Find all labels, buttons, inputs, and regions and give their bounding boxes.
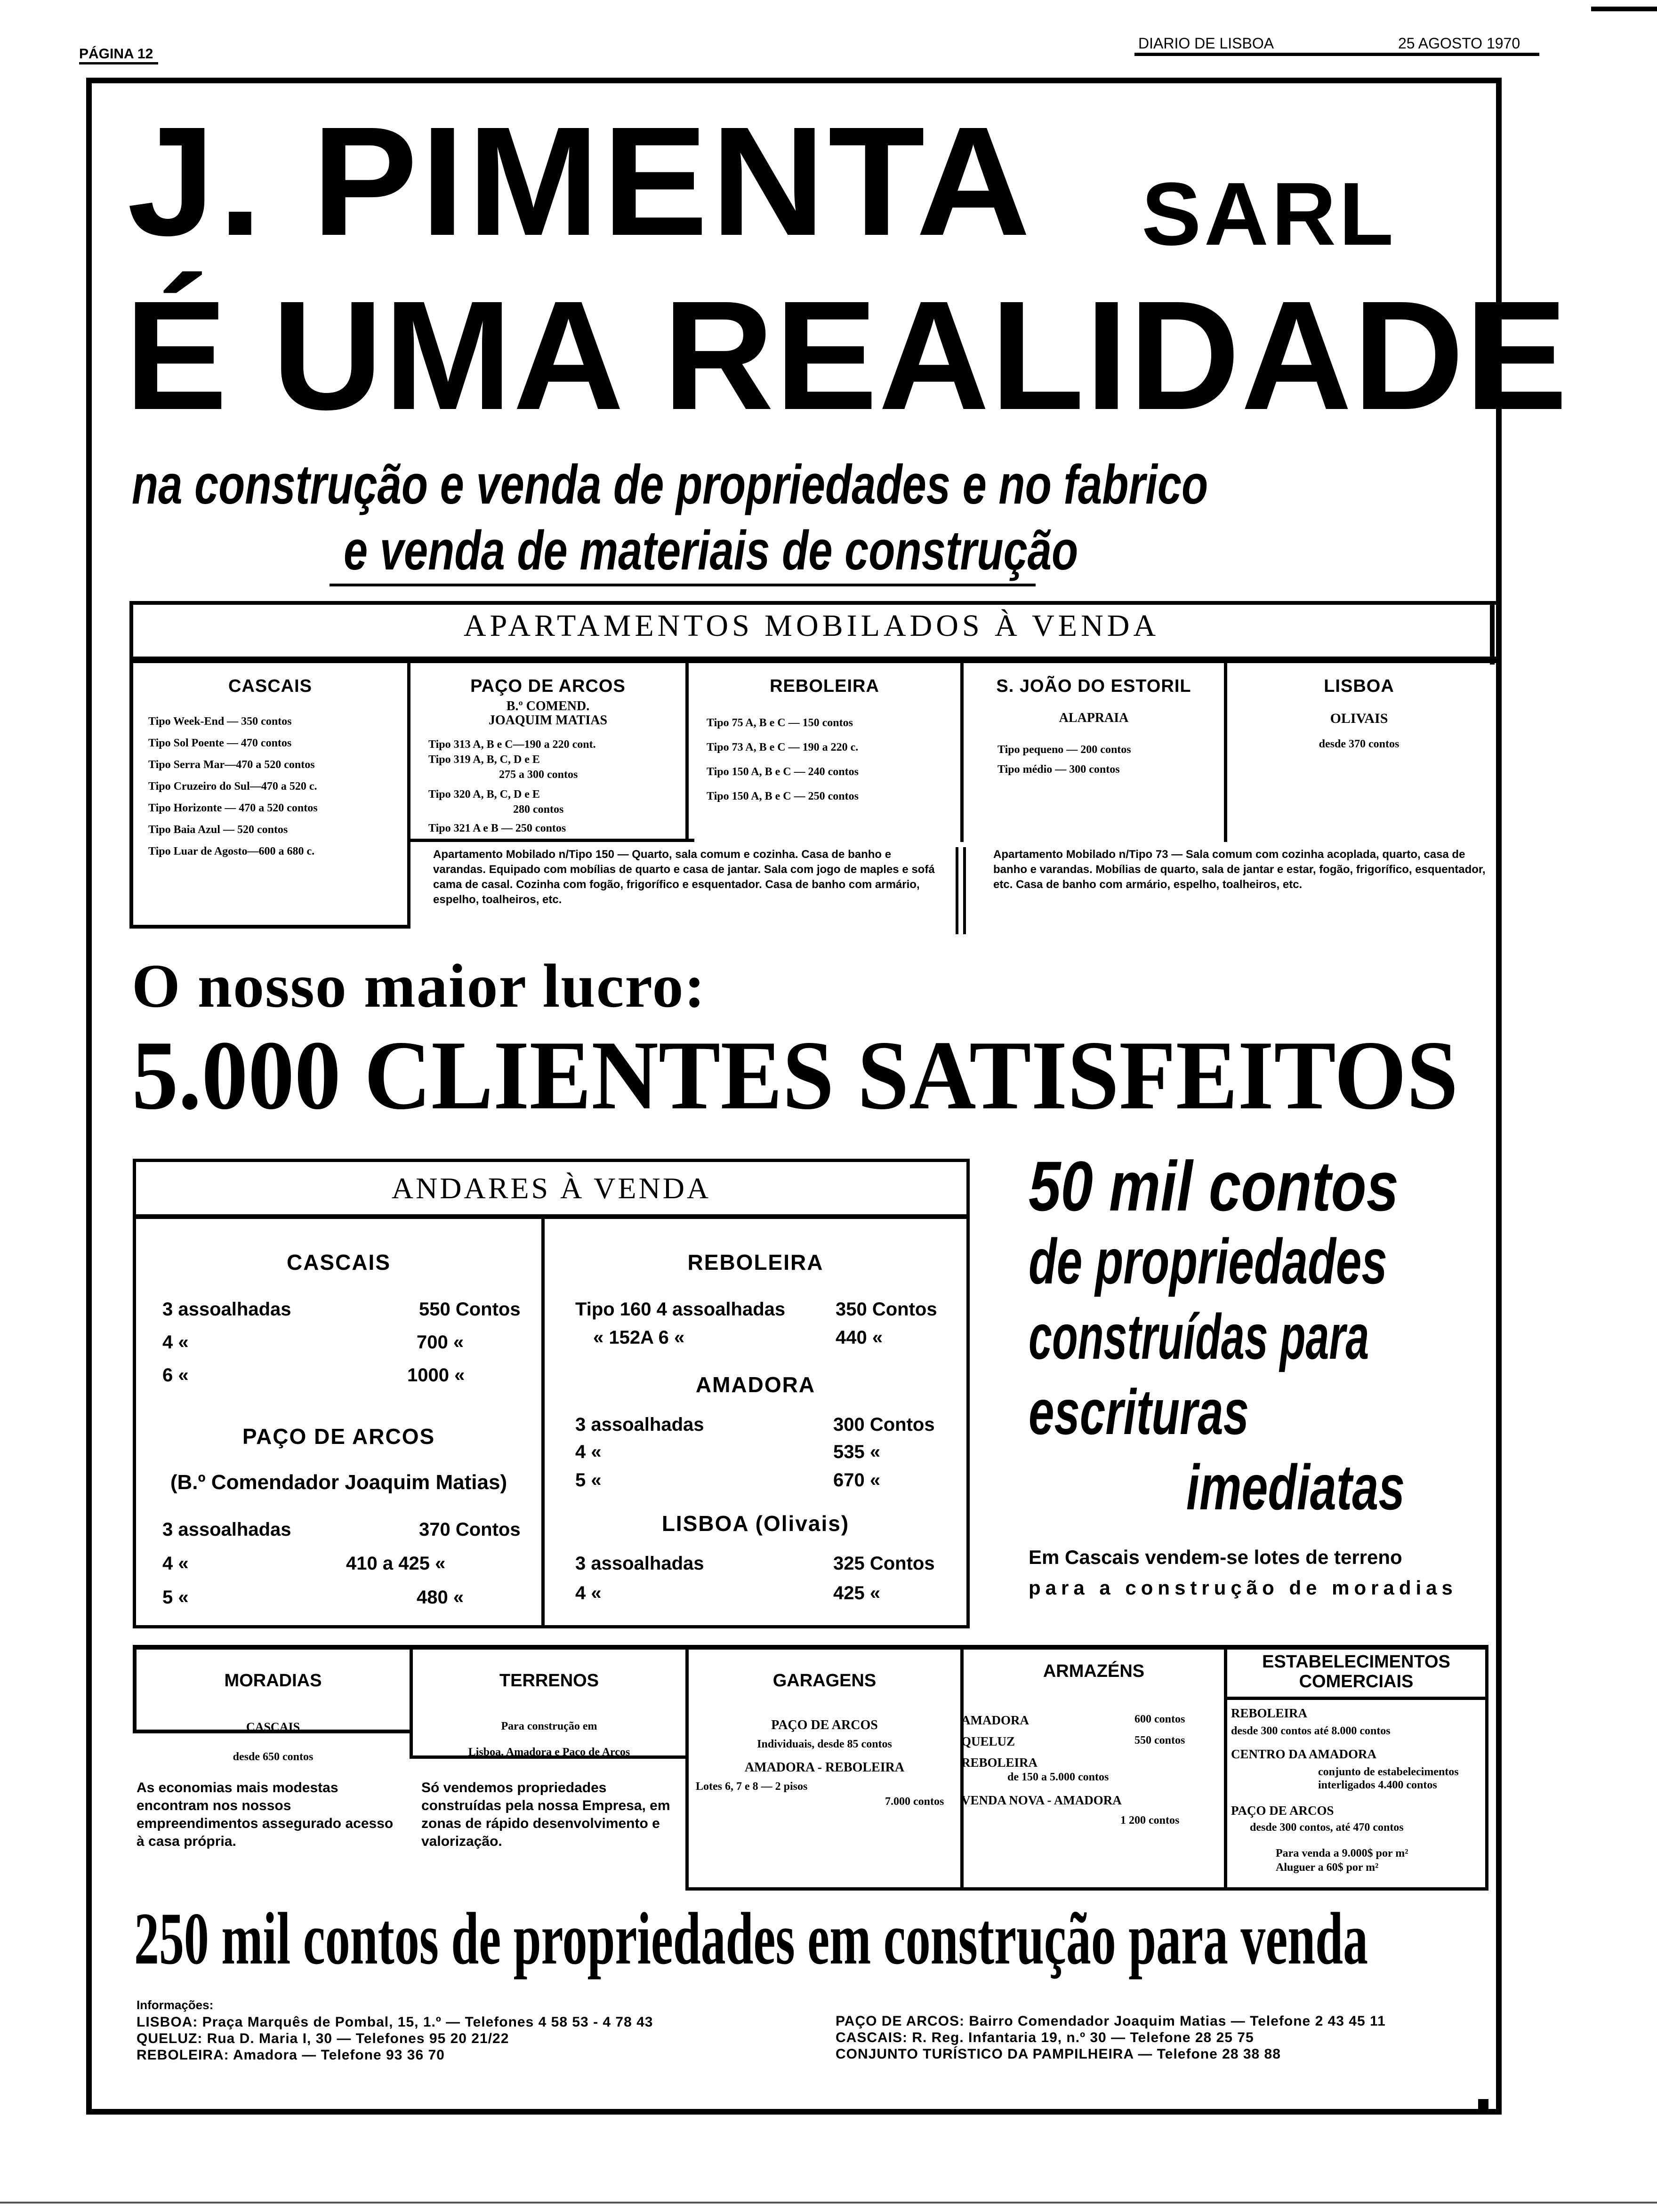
apartamentos-paco [410,663,685,836]
moradias-desc: As economias mais modestas encontram nos nossos empreendimentos assegurado acesso à casa própria. [137,1780,394,1849]
apartamentos-estoril [964,663,1224,779]
andares-cascais-price: 550 Contos [419,1299,521,1320]
page-bottom-edge [0,2202,1657,2204]
bottom-sep-2 [685,1645,689,1890]
andares-paco-price: 370 Contos [419,1519,521,1540]
lisboa-title: LISBOA [1324,676,1394,696]
promo-lotes-1: Em Cascais vendem-se lotes de terreno [1029,1546,1402,1568]
desc-tipo-150: Apartamento Mobilado n/Tipo 150 — Quarto, sala comum e cozinha. Casa de banho e varandas. Equipado com mobílias de quarto e casa de jantar. Sala com jogo de maples e sofá cama de casal. Cozinha com fogão, frigorífico e esquentador. Casa de banho com armário, espelho, toalheiros, etc. [433,848,935,906]
paco-item: 275 a 300 contos [499,769,578,781]
andares-amadora-row: 3 assoalhadas [575,1414,704,1435]
armazens-row: VENDA NOVA - AMADORA [961,1793,1122,1807]
subtitle-line-2: e venda de materiais de construção [344,520,1078,582]
reboleira-item: Tipo 75 A, B e C — 150 contos [707,717,853,729]
andares-paco-price: 410 a 425 « [346,1553,446,1574]
cascais-bottom-rule [129,925,410,929]
desc-sep-left [956,847,958,934]
cascais-item: Tipo Baia Azul — 520 contos [148,824,288,836]
footer-info-label: Informações: [137,1998,214,2012]
apartamentos-title: APARTAMENTOS MOBILADOS À VENDA [463,609,1160,643]
andares-title: ANDARES À VENDA [391,1171,711,1205]
comerciais-line: desde 300 contos, até 470 contos [1250,1821,1404,1834]
comerciais-line: desde 300 contos até 8.000 contos [1231,1725,1391,1737]
cascais-item: Tipo Serra Mar—470 a 520 contos [148,759,315,771]
promo-line-1: 50 mil contos [1029,1146,1399,1226]
garagens-line-2: Lotes 6, 7 e 8 — 2 pisos [696,1780,808,1793]
moradias-title: MORADIAS [224,1671,322,1691]
col-sep-1 [407,663,410,928]
armazens-price: 550 contos [1134,1734,1185,1747]
andares-cascais-title: CASCAIS [286,1250,391,1274]
edge-mark [1591,7,1657,11]
comerciais-line: PAÇO DE ARCOS [1231,1803,1334,1818]
apartamentos-top-rule [129,601,1497,605]
garagens-sub: PAÇO DE ARCOS [771,1718,878,1732]
andares-reboleira-row: « 152A 6 « [593,1327,685,1348]
newspaper-name: DIARIO DE LISBOA [1138,35,1274,52]
company-suffix: SARL [1142,164,1397,264]
footer-headline: 250 mil contos de propriedades em construção para venda [134,1898,1368,1980]
comerciais-line: REBOLEIRA [1231,1706,1308,1720]
andares-amadora-row: 5 « [575,1470,602,1491]
estoril-item: Tipo pequeno — 200 contos [997,744,1131,756]
promo-lotes-2: para a construção de moradias [1029,1577,1457,1599]
andares-paco-sub: (B.º Comendador Joaquim Matias) [170,1471,507,1494]
cascais-title: CASCAIS [228,676,313,696]
armazens-row: QUELUZ [961,1734,1015,1748]
andares-amadora-price: 300 Contos [833,1414,935,1435]
paco-item: Tipo 321 A e B — 250 contos [428,822,566,834]
andares-reboleira-title: REBOLEIRA [687,1250,824,1274]
cascais-item: Tipo Luar de Agosto—600 a 680 c. [148,845,315,858]
lucro-line-2: 5.000 CLIENTES SATISFEITOS [132,1021,1458,1130]
promo-line-2: de propriedades [1029,1226,1387,1297]
lisboa-sub: OLIVAIS [1330,711,1388,726]
terrenos-title: TERRENOS [499,1671,599,1691]
garagens-line-3: 7.000 contos [885,1795,944,1808]
apartamentos-title-rule [129,657,1497,663]
bottom-right-rule [1485,1645,1488,1890]
reboleira-item: Tipo 150 A, B e C — 240 contos [707,766,859,778]
andares-cascais-row: 6 « [162,1365,189,1386]
comerciais-title-rule [1227,1697,1488,1700]
bottom-sep-4 [1224,1645,1227,1890]
paco-title: PAÇO DE ARCOS [470,676,626,696]
col-sep-3 [960,663,964,842]
andares-amadora-price: 535 « [833,1442,881,1462]
bottom-sep-1 [410,1645,413,1758]
comerciais-line: Para venda a 9.000$ por m² [1276,1847,1408,1859]
estoril-sub: ALAPRAIA [1059,711,1129,725]
desc-sep-right [963,847,966,934]
footer-contact-queluz: QUELUZ: Rua D. Maria I, 30 — Telefones 95 20 21/22 [137,2031,509,2046]
comerciais-title-2: COMERCIAIS [1299,1672,1414,1691]
lucro-line-1: O nosso maior lucro: [132,951,706,1020]
andares-lisboa-price: 325 Contos [833,1553,935,1574]
andares-lisboa-row: 4 « [575,1583,602,1603]
apartamentos-reboleira [689,663,960,809]
subtitle-underline [330,584,1036,586]
promo-line-3: construídas para [1029,1301,1369,1372]
armazens-row: 1 200 contos [1120,1814,1180,1827]
cascais-item: Tipo Horizonte — 470 a 520 contos [148,802,318,814]
col-sep-2 [685,663,689,842]
andares-amadora-title: AMADORA [695,1372,816,1397]
moradias-line: desde 650 contos [233,1751,314,1763]
andares-paco-row: 3 assoalhadas [162,1519,291,1540]
moradias-sub: CASCAIS [246,1720,300,1734]
armazens-row: REBOLEIRA [961,1755,1038,1770]
terrenos-line-1: Para construção em [501,1720,597,1732]
terrenos-desc: Só vendemos propriedades construídas pela nossa Empresa, em zonas de rápido desenvolvimento e valorização. [421,1780,670,1849]
page-number-underline [79,62,158,64]
cascais-item: Tipo Cruzeiro do Sul—470 a 520 c. [148,780,317,793]
comerciais-line: CENTRO DA AMADORA [1231,1747,1377,1761]
footer-contact-paco: PAÇO DE ARCOS: Bairro Comendador Joaquim Matias — Telefone 2 43 45 11 [836,2013,1386,2029]
desc-tipo-73: Apartamento Mobilado n/Tipo 73 — Sala comum com cozinha acoplada, quarto, casa de banho e varandas. Mobílias de quarto, sala de jantar e estar, fogão, frigorífico, esquentador, etc. Casa de banho com armário, espelho, toalheiros, etc. [993,848,1486,891]
paco-sub-1: B.º COMEND. [506,699,590,713]
bottom-left-rule [133,1645,137,1732]
andares-cascais-price: 1000 « [407,1365,465,1386]
andares-paco-title: PAÇO DE ARCOS [242,1424,435,1449]
header-rule [1134,53,1539,56]
comerciais-title-1: ESTABELECIMENTOS [1262,1652,1450,1672]
lisboa-item: desde 370 contos [1319,738,1400,750]
cascais-item: Tipo Week-End — 350 contos [148,715,292,728]
garagens-title: GARAGENS [772,1671,877,1691]
issue-date: 25 AGOSTO 1970 [1398,35,1520,52]
andares-cascais-row: 4 « [162,1332,189,1353]
comerciais-line: Aluguer a 60$ por m² [1276,1861,1379,1874]
reboleira-title: REBOLEIRA [770,676,879,696]
andares-reboleira-price: 350 Contos [836,1299,937,1320]
footer-contact-cascais: CASCAIS: R. Reg. Infantaria 19, n.º 30 — Telefone 28 25 75 [836,2030,1254,2045]
bottom-top-rule [133,1645,1488,1650]
andares-lisboa-price: 425 « [833,1583,881,1603]
promo-line-4: escrituras [1029,1376,1249,1448]
reboleira-item: Tipo 73 A, B e C — 190 a 220 c. [707,741,859,753]
paco-item: Tipo 319 A, B, C, D e E [428,753,540,766]
bottom-grid-rule [685,1887,1488,1891]
apartamentos-right-rule [1490,601,1495,665]
page-number: PÁGINA 12 [79,46,153,62]
andares-lisboa-row: 3 assoalhadas [575,1553,704,1574]
terrenos-line-2: Lisboa, Amadora e Paço de Arcos [468,1746,630,1758]
footer-contact-lisboa: LISBOA: Praça Marquês de Pombal, 15, 1.º — Telefones 4 58 53 - 4 78 43 [137,2014,653,2030]
print-mark [1478,2099,1488,2113]
garagens-line-1: Individuais, desde 85 contos [757,1738,892,1750]
armazens-price: 600 contos [1134,1713,1185,1725]
andares-reboleira-row: Tipo 160 4 assoalhadas [575,1299,786,1320]
garagens-sub-2: AMADORA - REBOLEIRA [744,1760,905,1775]
paco-bottom-rule [407,839,694,842]
andares-title-rule [133,1214,970,1219]
armazens-row: de 150 a 5.000 contos [1007,1771,1109,1783]
paco-item: Tipo 320 A, B, C, D e E [428,788,540,801]
apartamentos-cascais [133,663,407,862]
andares-amadora-row: 4 « [575,1442,602,1462]
andares-cascais-price: 700 « [417,1332,464,1353]
comerciais-line: interligados 4.400 contos [1318,1779,1437,1791]
apartamentos-lisboa [1227,663,1491,755]
estoril-title: S. JOÃO DO ESTORIL [996,676,1191,696]
estoril-item: Tipo médio — 300 contos [997,763,1120,776]
andares-amadora-price: 670 « [833,1470,881,1491]
col-sep-4 [1224,663,1227,842]
cascais-item: Tipo Sol Poente — 470 contos [148,737,292,749]
paco-item: Tipo 313 A, B e C—190 a 220 cont. [428,738,596,751]
paco-sub-2: JOAQUIM MATIAS [488,713,608,728]
footer-contact-reboleira: REBOLEIRA: Amadora — Telefone 93 36 70 [137,2047,445,2063]
reboleira-item: Tipo 150 A, B e C — 250 contos [707,790,859,802]
paco-item: 280 contos [513,803,564,816]
apartamentos-left-rule [129,601,133,928]
headline-realidade: É UMA REALIDADE [125,268,1569,442]
comerciais-line: conjunto de estabelecimentos [1318,1766,1459,1778]
andares-reboleira-price: 440 « [836,1327,883,1348]
armazens-title: ARMAZÉNS [1043,1661,1145,1681]
andares-cascais-row: 3 assoalhadas [162,1299,291,1320]
promo-line-5: imediatas [1186,1451,1405,1523]
footer-contact-pampilheira: CONJUNTO TURÍSTICO DA PAMPILHEIRA — Telefone 28 38 88 [836,2046,1281,2062]
andares-paco-row: 4 « [162,1553,189,1574]
andares-paco-price: 480 « [417,1587,464,1608]
armazens-row: AMADORA [961,1713,1029,1727]
andares-col-sep [541,1219,545,1628]
andares-lisboa-title: LISBOA (Olivais) [661,1511,850,1536]
company-name: J. PIMENTA [127,94,1034,268]
andares-paco-row: 5 « [162,1587,189,1608]
subtitle-line-1: na construção e venda de propriedades e no fabrico [132,454,1208,516]
